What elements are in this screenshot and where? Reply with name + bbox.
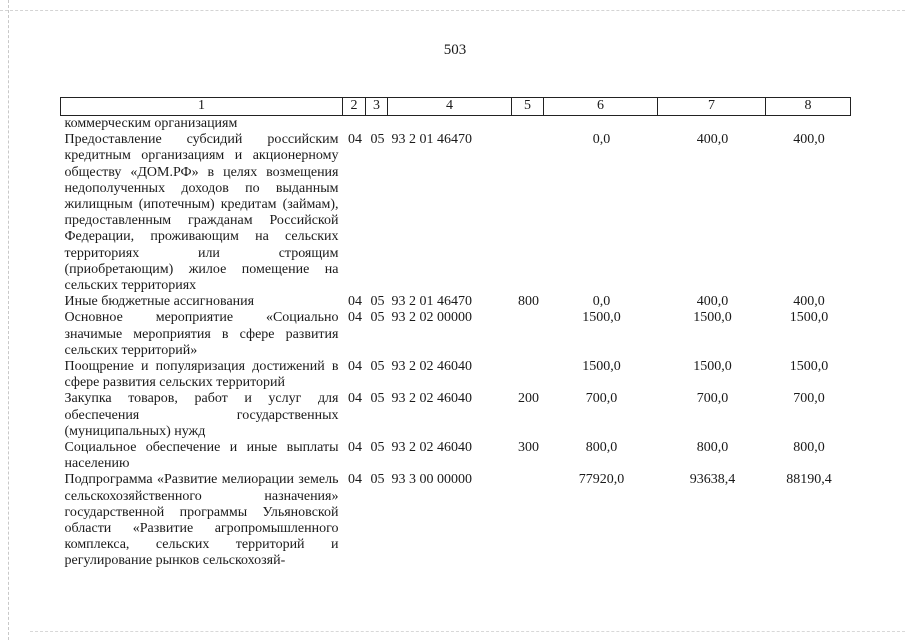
row-subsection: 05: [370, 472, 385, 488]
scan-edge-top: [0, 10, 905, 11]
row-name: Подпрограмма «Развитие мелиорации земель сельскохозяйственного назначения» государственной программы Ульяновской области «Развитие агропромышленного комплекса, сельских территорий и регулирование рынков сельскохозяй-: [64, 472, 339, 569]
header-col-4: 4: [388, 98, 512, 116]
row-name: Предоставление субсидий российским кредитным организациям и акционерному обществу «ДОМ.РФ» в целях возмещения недополученных доходов по выданным жилищным (ипотечным) кредитам (займам), предоставленным гражданам Российской Федерации, проживающим на сельских территориях или строящим (приобретающим) жилое помещение на сельских территориях: [64, 132, 339, 294]
row-name: Закупка товаров, работ и услуг для обеспечения государственных (муниципальных) нужд: [64, 391, 339, 439]
table-header: [61, 98, 851, 116]
row-amount-3: 1500,0: [789, 359, 829, 375]
header-col-3: 3: [366, 98, 388, 116]
row-section: 04: [348, 294, 362, 310]
budget-table: [60, 97, 851, 570]
row-amount-2: [658, 116, 766, 133]
row-target-code: 93 2 02 46040: [391, 440, 472, 456]
row-expense-type: 800: [518, 294, 539, 310]
row-subsection: 05: [370, 132, 385, 148]
table-row: [61, 440, 851, 472]
table-row: [61, 132, 851, 294]
row-name: коммерческим организациям: [64, 116, 238, 131]
row-amount-3: 400,0: [793, 294, 825, 310]
row-amount-1: 1500,0: [582, 310, 621, 326]
row-section: 04: [348, 359, 362, 375]
table-row: [61, 472, 851, 569]
row-amount-1: 700,0: [585, 391, 618, 407]
table-row: [61, 116, 851, 133]
row-subsection: 05: [370, 440, 385, 456]
row-amount-1: 77920,0: [578, 472, 625, 488]
row-expense-type: [512, 116, 544, 133]
row-amount-1: 0,0: [592, 132, 611, 148]
row-amount-2: 1500,0: [693, 310, 732, 326]
header-col-1: 1: [61, 98, 343, 116]
row-amount-3: 88190,4: [786, 472, 832, 488]
row-target-code: 93 3 00 00000: [391, 472, 472, 488]
row-amount-2: 400,0: [696, 294, 729, 310]
row-target-code: 93 2 02 46040: [391, 391, 472, 407]
row-amount-1: [544, 116, 658, 133]
row-target-code: [388, 116, 512, 133]
row-target-code: 93 2 01 46470: [391, 294, 472, 310]
row-target-code: 93 2 02 00000: [391, 310, 472, 326]
header-col-5: 5: [512, 98, 544, 116]
row-expense-type: [512, 472, 544, 569]
row-expense-type: 300: [518, 440, 539, 456]
scan-edge-bottom: [30, 631, 905, 632]
row-name: Поощрение и популяризация достижений в сфере развития сельских территорий: [64, 359, 339, 391]
table-body: [61, 116, 851, 570]
row-amount-2: 400,0: [696, 132, 729, 148]
row-expense-type: [512, 359, 544, 391]
table-row: [61, 391, 851, 440]
row-amount-2: 93638,4: [689, 472, 736, 488]
row-amount-3: 700,0: [793, 391, 825, 407]
row-name: Основное мероприятие «Социально значимые мероприятия в сфере развития сельских территорий»: [64, 310, 339, 358]
row-expense-type: [512, 310, 544, 359]
header-col-7: 7: [658, 98, 766, 116]
row-name: Социальное обеспечение и иные выплаты населению: [64, 440, 339, 472]
row-amount-1: 800,0: [585, 440, 618, 456]
row-name: Иные бюджетные ассигнования: [64, 294, 255, 310]
table-row: [61, 310, 851, 359]
row-amount-1: 0,0: [592, 294, 611, 310]
header-col-2: 2: [343, 98, 366, 116]
table-row: [61, 359, 851, 391]
row-target-code: 93 2 01 46470: [391, 132, 472, 148]
row-amount-3: [766, 116, 851, 133]
row-amount-3: 400,0: [793, 132, 825, 148]
row-amount-2: 700,0: [696, 391, 729, 407]
row-section: 04: [348, 472, 362, 488]
row-amount-3: 800,0: [793, 440, 825, 456]
row-section: 04: [348, 391, 362, 407]
row-amount-3: 1500,0: [789, 310, 829, 326]
header-row: [61, 98, 851, 116]
row-subsection: 05: [370, 359, 385, 375]
row-subsection: 05: [370, 310, 385, 326]
row-subsection: [366, 116, 388, 133]
row-section: 04: [348, 310, 362, 326]
header-col-6: 6: [544, 98, 658, 116]
row-amount-1: 1500,0: [582, 359, 621, 375]
table-row: [61, 294, 851, 310]
page-number: 503: [443, 42, 467, 58]
row-expense-type: [512, 132, 544, 294]
row-amount-2: 1500,0: [693, 359, 732, 375]
header-col-8: 8: [766, 98, 851, 116]
scan-edge-left: [8, 0, 9, 640]
row-target-code: 93 2 02 46040: [391, 359, 472, 375]
row-subsection: 05: [370, 391, 385, 407]
row-section: 04: [348, 132, 362, 148]
row-section: [343, 116, 366, 133]
row-amount-2: 800,0: [696, 440, 729, 456]
row-subsection: 05: [370, 294, 385, 310]
row-section: 04: [348, 440, 362, 456]
row-expense-type: 200: [518, 391, 539, 407]
